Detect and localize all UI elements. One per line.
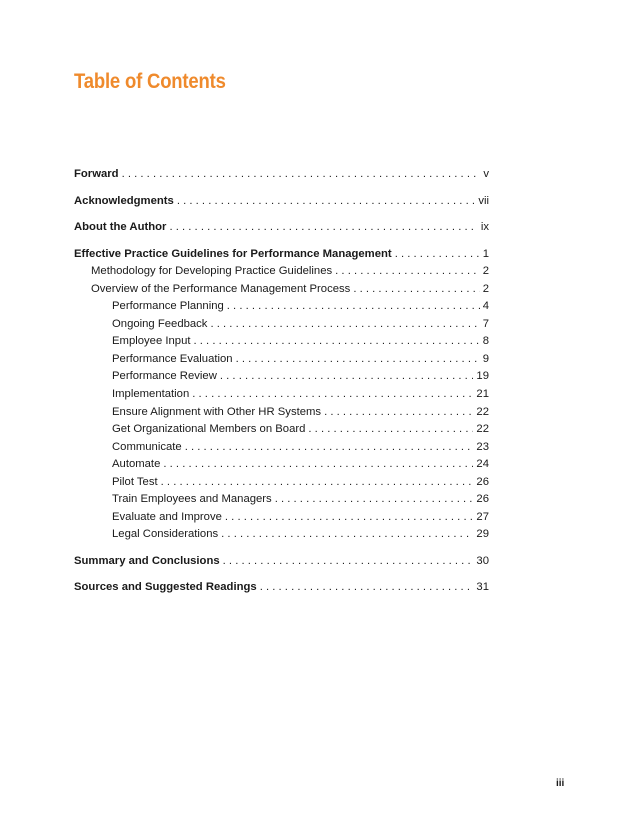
- toc-entry-label: Forward: [74, 168, 119, 180]
- dot-leader: [163, 456, 473, 474]
- toc-page-number: 4: [482, 300, 489, 313]
- dot-leader: [260, 579, 474, 597]
- toc-page-number: 2: [482, 282, 489, 295]
- toc-page-number: 26: [476, 475, 489, 488]
- toc-entry-about-the-author[interactable]: [74, 219, 489, 237]
- toc-page-number: 2: [482, 265, 489, 278]
- toc-page-number: 22: [476, 423, 489, 436]
- toc-entry-overview[interactable]: [74, 281, 489, 299]
- dot-leader: [210, 316, 479, 334]
- toc-entry-members-on-board[interactable]: [74, 421, 489, 439]
- toc-page-number: 7: [482, 317, 489, 330]
- toc-page-number: 29: [476, 528, 489, 541]
- dot-leader: [221, 526, 473, 544]
- toc-entry-automate[interactable]: [74, 456, 489, 474]
- toc-page-number: 19: [476, 370, 489, 383]
- toc-entry-label: Performance Planning: [112, 300, 224, 313]
- dot-leader: [225, 509, 474, 527]
- toc-entry-label: Evaluate and Improve: [112, 510, 222, 523]
- dot-leader: [220, 368, 474, 386]
- page-title: Table of Contents: [74, 70, 226, 93]
- toc-entry-label: Get Organizational Members on Board: [112, 423, 306, 436]
- dot-leader: [275, 491, 474, 509]
- toc-page-number: 27: [476, 510, 489, 523]
- dot-leader: [227, 298, 480, 316]
- toc-entry-label: Employee Input: [112, 335, 191, 348]
- dot-leader: [308, 421, 473, 439]
- toc-entry-pilot-test[interactable]: [74, 474, 489, 492]
- toc-entry-forward[interactable]: [74, 166, 489, 184]
- dot-leader: [395, 246, 480, 264]
- toc-entry-label: Summary and Conclusions: [74, 554, 220, 567]
- toc-page-number: v: [483, 168, 489, 180]
- dot-leader: [353, 281, 479, 299]
- toc-page-number: 1: [482, 247, 489, 260]
- toc-page-number: 31: [476, 581, 489, 594]
- dot-leader: [324, 404, 473, 422]
- toc-page-number: 22: [476, 405, 489, 418]
- toc-entry-label: Performance Evaluation: [112, 352, 233, 365]
- toc-entry-label: Pilot Test: [112, 475, 158, 488]
- toc-entry-sources[interactable]: [74, 579, 489, 597]
- toc-entry-effective-practice-guidelines[interactable]: [74, 246, 489, 264]
- dot-leader: [185, 439, 474, 457]
- page-number: iii: [556, 778, 565, 789]
- toc-entry-evaluate-and-improve[interactable]: [74, 509, 489, 527]
- toc-entry-label: Methodology for Developing Practice Guidelines: [91, 265, 333, 278]
- toc-entry-performance-review[interactable]: [74, 368, 489, 386]
- toc-entry-employee-input[interactable]: [74, 333, 489, 351]
- toc-entry-performance-planning[interactable]: [74, 298, 489, 316]
- dot-leader: [335, 263, 480, 281]
- dot-leader: [236, 351, 480, 369]
- toc-entry-label: Ongoing Feedback: [112, 317, 208, 330]
- toc-entry-label: Sources and Suggested Readings: [74, 581, 257, 594]
- dot-leader: [177, 193, 476, 211]
- dot-leader: [169, 219, 477, 237]
- toc-entry-label: Implementation: [112, 388, 190, 401]
- toc-entry-acknowledgments[interactable]: [74, 193, 489, 211]
- toc-page-number: 8: [482, 335, 489, 348]
- toc-entry-communicate[interactable]: [74, 439, 489, 457]
- toc-entry-label: Ensure Alignment with Other HR Systems: [112, 405, 322, 418]
- toc-entry-label: Performance Review: [112, 370, 217, 383]
- toc-page-number: 26: [476, 493, 489, 506]
- toc-page-number: ix: [480, 221, 489, 234]
- table-of-contents: [74, 166, 489, 597]
- toc-entry-ensure-alignment[interactable]: [74, 404, 489, 422]
- toc-entry-implementation[interactable]: [74, 386, 489, 404]
- toc-entry-methodology[interactable]: [74, 263, 489, 281]
- toc-entry-label: Automate: [112, 458, 161, 471]
- dot-leader: [161, 474, 474, 492]
- dot-leader: [192, 386, 473, 404]
- toc-entry-ongoing-feedback[interactable]: [74, 316, 489, 334]
- toc-entry-label: Effective Practice Guidelines for Performance Management: [74, 247, 392, 260]
- toc-entry-train-employees[interactable]: [74, 491, 489, 509]
- toc-page-number: 9: [482, 352, 489, 365]
- dot-leader: [223, 553, 474, 571]
- toc-entry-summary[interactable]: [74, 553, 489, 571]
- toc-entry-label: Communicate: [112, 440, 182, 453]
- toc-entry-legal-considerations[interactable]: [74, 526, 489, 544]
- toc-entry-performance-evaluation[interactable]: [74, 351, 489, 369]
- toc-page-number: 24: [476, 458, 489, 471]
- toc-page-number: vii: [478, 194, 489, 207]
- toc-entry-label: Overview of the Performance Management Process: [91, 282, 351, 295]
- dot-leader: [194, 333, 480, 351]
- toc-entry-label: Train Employees and Managers: [112, 493, 272, 506]
- toc-page-number: 23: [476, 440, 489, 453]
- toc-entry-label: About the Author: [74, 221, 167, 234]
- toc-page-number: 30: [476, 554, 489, 567]
- toc-page-number: 21: [476, 388, 489, 401]
- dot-leader: [122, 166, 481, 184]
- toc-entry-label: Legal Considerations: [112, 528, 219, 541]
- toc-entry-label: Acknowledgments: [74, 194, 174, 207]
